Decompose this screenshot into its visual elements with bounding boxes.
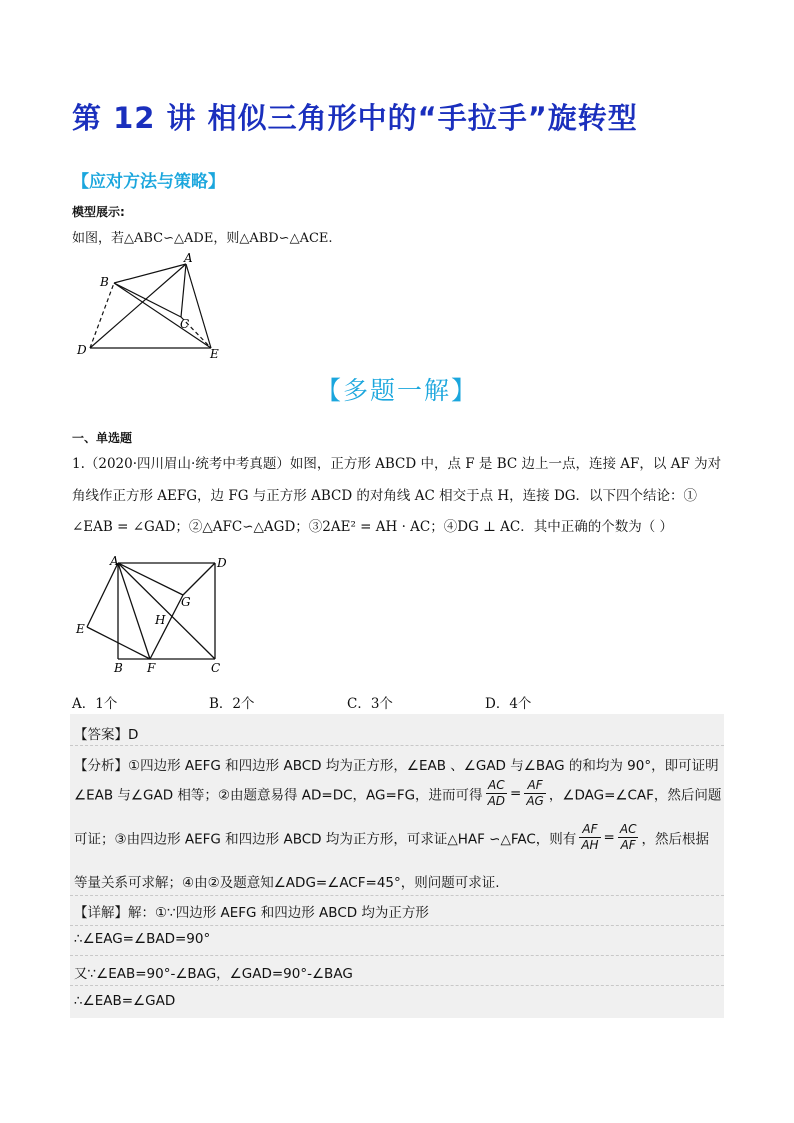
- fraction-denominator: AF: [620, 838, 636, 852]
- separator: [70, 925, 724, 926]
- fig1-edge-ac: [181, 264, 186, 317]
- fraction-numerator: AF: [524, 778, 546, 794]
- question-line-1: 1.（2020·四川眉山·统考中考真题）如图，正方形 ABCD 中，点 F 是 BC 边上一点，连接 AF，以 AF 为对: [72, 456, 722, 472]
- analysis-line-4: 等量关系可求解；④由②及题意知∠ADG=∠ACF=45°，则问题可求证.: [74, 875, 500, 891]
- analysis-line-1: 【分析】①四边形 AEFG 和四边形 ABCD 均为正方形，∠EAB 、∠GAD 与∠BAG 的和均为 90°，即可证明: [74, 758, 719, 774]
- square-figure: [70, 553, 240, 678]
- fig2-label-b: B: [114, 661, 123, 675]
- fig1-label-e: E: [210, 347, 219, 361]
- equals-sign: =: [603, 829, 615, 846]
- fig2-label-h: H: [155, 613, 166, 627]
- analysis-line-2-start: ∠EAB 与∠GAD 相等；②由题意易得 AD=DC，AG=FG，进而可得: [74, 787, 483, 804]
- fraction-denominator: AG: [526, 794, 544, 808]
- fraction-numerator: AF: [579, 822, 600, 838]
- model-figure: [70, 250, 240, 365]
- option-d[interactable]: D．4个: [485, 696, 532, 712]
- model-text: 如图，若△ABC∽△ADE，则△ABD∽△ACE.: [72, 231, 333, 246]
- fig2-edge-ae: [87, 563, 118, 627]
- fig1-edge-ae: [186, 264, 211, 348]
- fig2-edge-fg: [150, 595, 183, 659]
- option-a[interactable]: A．1个: [72, 696, 118, 712]
- analysis-line-3: [74, 822, 709, 853]
- section-heading: 【应对方法与策略】: [72, 172, 225, 192]
- fig1-edge-bc: [114, 283, 181, 317]
- fig2-label-d: D: [217, 556, 227, 570]
- separator: [70, 985, 724, 986]
- model-label: 模型展示:: [72, 205, 125, 219]
- fraction-af-ah: [579, 822, 600, 853]
- option-c[interactable]: C．3个: [347, 696, 393, 712]
- fraction-af-ag: [524, 778, 546, 809]
- detail-line-3: 又∵∠EAB=90°-∠BAG，∠GAD=90°-∠BAG: [74, 966, 353, 982]
- question-type: 一、单选题: [72, 431, 133, 445]
- fraction-denominator: AH: [581, 838, 599, 852]
- detail-line-2: ∴∠EAG=∠BAD=90°: [74, 931, 211, 947]
- analysis-line-2-end: ，∠DAG=∠CAF，然后问题: [548, 787, 722, 804]
- fig2-label-a: A: [110, 554, 119, 568]
- page-title: 第 12 讲 相似三角形中的“手拉手”旋转型: [72, 101, 638, 135]
- separator: [70, 745, 724, 746]
- question-line-2: 角线作正方形 AEFG，边 FG 与正方形 ABCD 的对角线 AC 相交于点 H，连接 DG．以下四个结论：①: [72, 488, 698, 504]
- separator: [70, 895, 724, 896]
- separator: [70, 955, 724, 956]
- fig2-label-f: F: [147, 661, 156, 675]
- fraction-ac-af: [618, 822, 639, 853]
- fraction-numerator: AC: [486, 778, 507, 794]
- answer-text: 【答案】D: [74, 727, 139, 743]
- fraction-denominator: AD: [487, 794, 506, 808]
- fig2-label-c: C: [211, 661, 221, 675]
- fig1-edge-be: [114, 283, 211, 348]
- multi-heading: 【多题一解】: [315, 376, 478, 405]
- fraction-numerator: AC: [619, 822, 637, 836]
- analysis-line-3-start: 可证；③由四边形 AEFG 和四边形 ABCD 均为正方形，可求证△HAF ∽△FAC，则有: [74, 831, 577, 848]
- detail-line-1: 【详解】解：①∵四边形 AEFG 和四边形 ABCD 均为正方形: [74, 905, 429, 921]
- fig2-edge-gd: [183, 563, 215, 595]
- fig2-label-g: G: [181, 595, 191, 609]
- fig2-label-e: E: [76, 622, 85, 636]
- fig1-label-a: A: [184, 251, 193, 265]
- fig1-label-d: D: [77, 343, 87, 357]
- fig1-label-c: C: [180, 317, 190, 331]
- fraction-ac-ad: [486, 778, 507, 809]
- fig1-label-b: B: [100, 275, 109, 289]
- question-line-3: ∠EAB = ∠GAD；②△AFC∽△AGD；③2AE² = AH · AC；④DG ⊥ AC．其中正确的个数为（ ）: [72, 519, 674, 535]
- analysis-line-3-end: ，然后根据: [641, 831, 709, 848]
- analysis-line-2: [74, 778, 721, 809]
- equals-sign: =: [510, 785, 522, 802]
- detail-line-4: ∴∠EAB=∠GAD: [74, 993, 176, 1009]
- option-b[interactable]: B．2个: [209, 696, 255, 712]
